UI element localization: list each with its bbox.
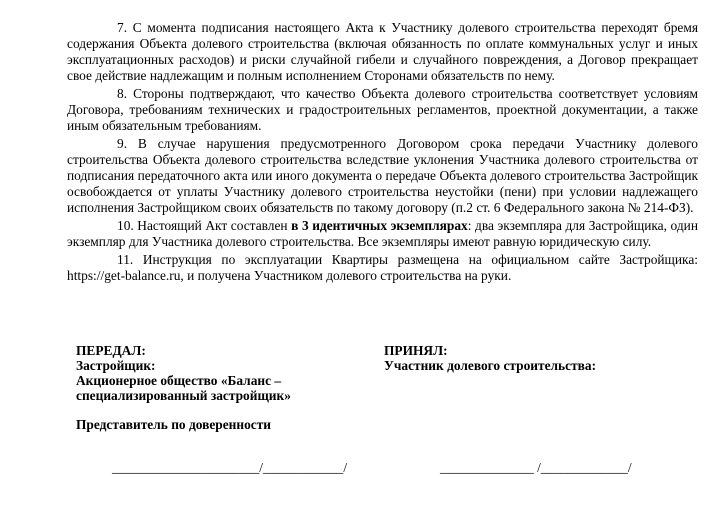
act-body — [67, 20, 698, 286]
recipient-heading: ПРИНЯЛ: — [384, 343, 448, 358]
transferor-role: Застройщик: — [76, 358, 156, 373]
clause-10-start: 10. Настоящий Акт составлен — [117, 218, 292, 233]
transferor-org-line2: специализированный застройщик» — [76, 388, 291, 403]
clause-7: 7. С момента подписания настоящего Акта к Участнику долевого строительства переходят бремя содержания Объекта долевого строительства (включая обязанность по оплате коммунальных услуг и иных эксплуатационных расходов) и риски случайной гибели и случайного повреждения, а Договор прекращает свое действие надлежащим и полным исполнением Сторонами обязательств по нему. — [67, 20, 698, 83]
transferor-signature-line: ______________________/____________/ — [112, 460, 348, 475]
transferor-heading: ПЕРЕДАЛ: — [76, 343, 146, 358]
transferor-block — [76, 343, 356, 403]
recipient-signature-line: ______________ /_____________/ — [440, 460, 632, 475]
clause-10-end: : два экземпляра для Застройщика, один экземпляр для Участника долевого строительства. Все экземпляры имеют равную юридическую силу. — [67, 218, 698, 249]
recipient-block — [384, 343, 704, 373]
clause-10-copies: в 3 идентичных экземплярах — [291, 218, 468, 233]
recipient-role: Участник долевого строительства: — [384, 358, 597, 373]
clause-9: 9. В случае нарушения предусмотренного Договором срока передачи Участнику долевого строительства Объекта долевого строительства вследствие уклонения Участника долевого строительства от подписания передаточного акта или иного документа о передаче Объекта долевого строительства Застройщик освобождается от уплаты Участнику долевого строительства неустойки (пени) при условии надлежащего исполнения Застройщиком своих обязательств по такому договору (п.2 ст. 6 Федерального закона № 214-ФЗ). — [67, 136, 698, 215]
clause-11: 11. Инструкция по эксплуатации Квартиры размещена на официальном сайте Застройщика: https://get-balance.ru, и получена Участником долевого строительства на руки. — [67, 252, 698, 283]
transferor-org-line1: Акционерное общество «Баланс – — [76, 373, 282, 388]
representative-label: Представитель по доверенности — [76, 417, 272, 432]
clause-8: 8. Стороны подтверждают, что качество Объекта долевого строительства соответствует условиям Договора, требованиям технических и градостроительных регламентов, проектной документации, а также иным обязательным требованиям. — [67, 86, 698, 133]
clause-10 — [67, 218, 698, 250]
